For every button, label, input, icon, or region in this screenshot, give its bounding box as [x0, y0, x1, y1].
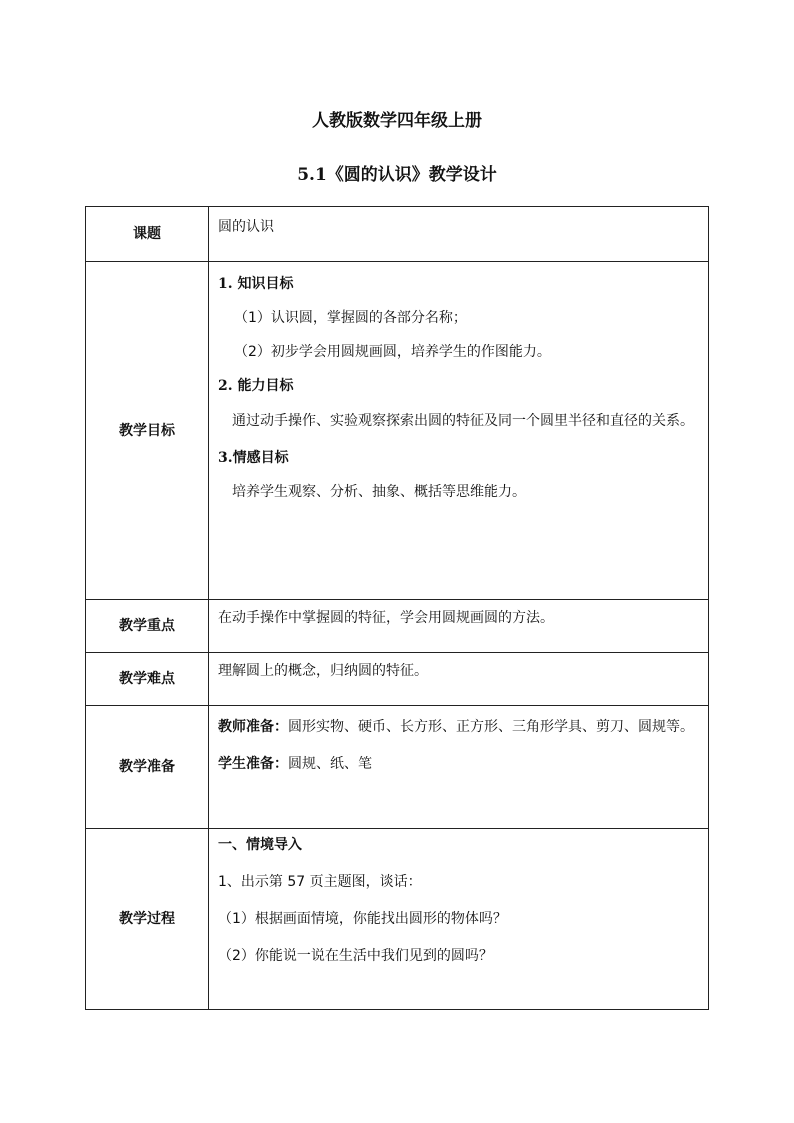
knowledge-heading: 1. 知识目标 [218, 276, 294, 292]
process-question-1: （1）根据画面情境，你能找出圆形的物体吗？ [218, 911, 507, 927]
teacher-preparation-text: 圆形实物、硬币、长方形、正方形、三角形学具、剪刀、圆规等。 [288, 719, 694, 735]
ability-heading: 2. 能力目标 [218, 378, 294, 394]
student-preparation [218, 754, 700, 774]
table-row-preparation [86, 706, 709, 829]
table-row-key-points [86, 600, 709, 653]
teacher-preparation-label: 教师准备： [218, 719, 288, 735]
student-preparation-text: 圆规、纸、笔 [288, 756, 372, 772]
table-row-difficulties [86, 653, 709, 706]
difficulties-text: 理解圆上的概念，归纳圆的特征。 [209, 653, 709, 706]
emotion-text: 培养学生观察、分析、抽象、概括等思维能力。 [232, 484, 526, 500]
difficulties-label: 教学难点 [86, 653, 209, 706]
process-content [209, 829, 709, 1010]
topic-value: 圆的认识 [209, 207, 709, 262]
preparation-label: 教学准备 [86, 706, 209, 829]
table-row-topic [86, 207, 709, 262]
table-row-process [86, 829, 709, 1010]
key-points-text: 在动手操作中掌握圆的特征，学会用圆规画圆的方法。 [209, 600, 709, 653]
goals-label: 教学目标 [86, 262, 209, 600]
process-question-2: （2）你能说一说在生活中我们见到的圆吗？ [218, 948, 493, 964]
knowledge-item-2: （2）初步学会用圆规画圆，培养学生的作图能力。 [234, 344, 551, 360]
student-preparation-label: 学生准备： [218, 756, 288, 772]
process-step-1: 1、出示第 57 页主题图，谈话： [218, 874, 422, 890]
goals-content [209, 262, 709, 600]
teacher-preparation [218, 712, 700, 742]
key-points-label: 教学重点 [86, 600, 209, 653]
process-label: 教学过程 [86, 829, 209, 1010]
emotion-heading: 3.情感目标 [218, 450, 289, 466]
document-subtitle: 5.1《圆的认识》教学设计 [297, 165, 497, 185]
lesson-plan-table [85, 206, 709, 1010]
document-title: 人教版数学四年级上册 [312, 111, 482, 131]
table-row-goals [86, 262, 709, 600]
ability-text: 通过动手操作、实验观察探索出圆的特征及同一个圆里半径和直径的关系。 [232, 413, 694, 429]
topic-label: 课题 [86, 207, 209, 262]
knowledge-item-1: （1）认识圆，掌握圆的各部分名称； [234, 310, 467, 326]
preparation-content [209, 706, 709, 829]
process-section-1: 一、情境导入 [218, 837, 302, 853]
